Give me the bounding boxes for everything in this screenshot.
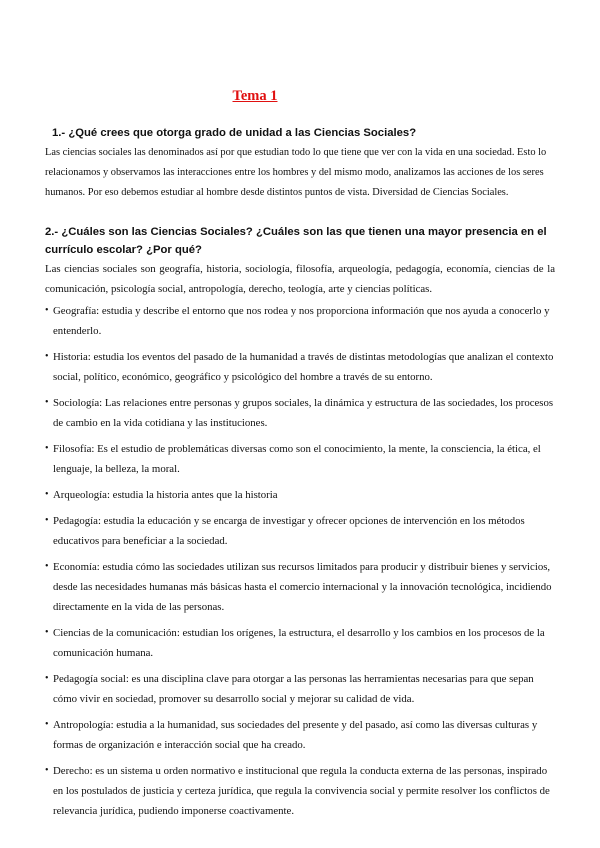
bullet-icon: • xyxy=(45,627,49,638)
list-item-text: Derecho: es un sistema u orden normativo e institucional que regula la conducta externa de las personas, inspirado en los postulados de justicia y certeza jurídica, que regula la convivencia social y permite resolver los conflictos de relevancia jurídica, pudiendo imponerse coactivamente. xyxy=(53,765,550,817)
list-item xyxy=(45,669,557,709)
list-item xyxy=(45,761,557,821)
bullet-icon: • xyxy=(45,397,49,408)
bullet-icon: • xyxy=(45,489,49,500)
bullet-icon: • xyxy=(45,673,49,684)
bullet-icon: • xyxy=(45,765,49,776)
page-title: Tema 1 xyxy=(232,88,278,104)
list-item xyxy=(45,511,557,551)
bullet-icon: • xyxy=(45,443,49,454)
list-item-text: Sociología: Las relaciones entre personas y grupos sociales, la dinámica y estructura de las sociedades, los procesos de cambio en la vida cotidiana y las instituciones. xyxy=(53,397,554,429)
list-item-text: Filosofía: Es el estudio de problemáticas diversas como son el conocimiento, la mente, la consciencia, la ética, el lenguaje, la belleza, la moral. xyxy=(53,443,541,475)
answer-1: Las ciencias sociales las denominados así por que estudian todo lo que tiene que ver con la vida en una sociedad. Esto lo relacionamos y observamos las interacciones entre los hombres y del mismo modo, analizamos las acciones de los seres humanos. Por eso debemos estudiar al hombre desde distintos puntos de vista. Diversidad de Ciencias Sociales. xyxy=(45,147,547,198)
list-item xyxy=(45,393,557,433)
bullet-icon: • xyxy=(45,719,49,730)
list-item-text: Antropología: estudia a la humanidad, sus sociedades del presente y del pasado, así como las diversas culturas y formas de organización e interacción social que ha creado. xyxy=(53,719,538,751)
list-item-text: Pedagogía social: es una disciplina clave para otorgar a las personas las herramientas necesarias para que sepan cómo vivir en sociedad, promover su desarrollo social y mejorar su calidad de vida. xyxy=(53,673,534,705)
list-item-text: Ciencias de la comunicación: estudian los orígenes, la estructura, el desarrollo y los cambios en los procesos de la comunicación humana. xyxy=(53,627,545,659)
bullet-icon: • xyxy=(45,561,49,572)
list-item xyxy=(45,347,557,387)
list-item xyxy=(45,623,557,663)
list-item-text: Economía: estudia cómo las sociedades utilizan sus recursos limitados para producir y distribuir bienes y servicios, desde las necesidades humanas más básicas hasta el comercio internacional y la innovación tecnológica, incidiendo directamente en la vida de las personas. xyxy=(53,561,552,613)
list-item-text: Arqueología: estudia la historia antes que la historia xyxy=(53,489,278,501)
list-item xyxy=(45,301,557,341)
answer-2: Las ciencias sociales son geografía, historia, sociología, filosofía, arqueología, pedagogía, economía, ciencias de la comunicación, psicología social, antropología, derecho, teología, arte y ciencias políticas. xyxy=(45,263,555,295)
list-item xyxy=(45,557,557,617)
list-item-text: Geografía: estudia y describe el entorno que nos rodea y nos proporciona información que nos ayuda a conocerlo y entenderlo. xyxy=(53,305,550,337)
question-1: 1.- ¿Qué crees que otorga grado de unidad a las Ciencias Sociales? xyxy=(52,127,417,139)
list-item-text: Historia: estudia los eventos del pasado de la humanidad a través de distintas metodologías que analizan el contexto social, político, económico, geográfico y psicológico del hombre a través de su entorno. xyxy=(53,351,554,383)
disciplines-list xyxy=(45,301,557,827)
question-2: 2.- ¿Cuáles son las Ciencias Sociales? ¿Cuáles son las que tienen una mayor presencia en el currículo escolar? ¿Por qué? xyxy=(45,226,547,256)
list-item-text: Pedagogía: estudia la educación y se encarga de investigar y ofrecer opciones de intervención en los métodos educativos para beneficiar a la sociedad. xyxy=(53,515,525,547)
bullet-icon: • xyxy=(45,351,49,362)
list-item xyxy=(45,439,557,479)
bullet-icon: • xyxy=(45,515,49,526)
list-item xyxy=(45,485,557,505)
list-item xyxy=(45,715,557,755)
bullet-icon: • xyxy=(45,305,49,316)
